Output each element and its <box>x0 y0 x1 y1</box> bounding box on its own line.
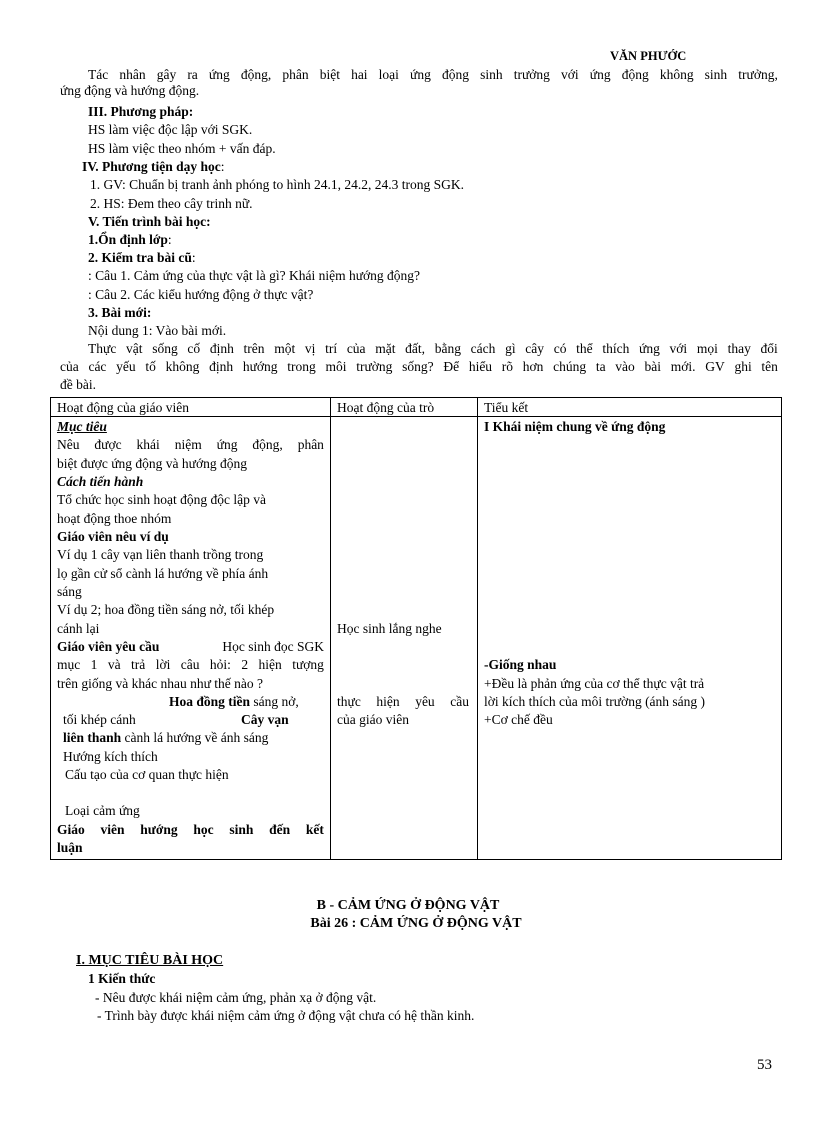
word: phân <box>282 67 309 82</box>
request-text-1: Học sinh đọc SGK <box>222 639 324 654</box>
content-1: Nội dung 1: Vào bài mới. <box>88 323 227 338</box>
word: Tác <box>88 67 109 82</box>
word: không <box>659 67 694 82</box>
means-item-2: 2. HS: Đem theo cây trinh nữ. <box>90 196 253 211</box>
method-label: Cách tiến hành <box>57 474 144 489</box>
word: 1 <box>90 657 98 672</box>
means-heading: IV. Phương tiện dạy học <box>82 159 221 174</box>
flower-label: Hoa đồng tiền <box>169 694 251 709</box>
word: GV <box>705 359 725 374</box>
word: yếu <box>116 359 136 374</box>
word: thực <box>337 694 361 709</box>
word: ứng <box>589 67 611 82</box>
word: tố <box>145 359 156 374</box>
plant-label-2: liên thanh <box>63 730 122 745</box>
word: động, <box>240 67 272 82</box>
request-line-3: trên giống và khác nhau như thế nào ? <box>57 676 264 691</box>
step2-line <box>88 250 196 266</box>
word: ứng <box>216 437 238 452</box>
word: trưởng <box>513 67 550 82</box>
knowledge-item-2: - Trình bày được khái niệm cảm ứng ở động vật chưa có hệ thần kinh. <box>97 1008 475 1023</box>
plant-line <box>63 730 268 746</box>
summary-heading: I Khái niệm chung về ứng động <box>484 419 666 434</box>
header-teacher <box>51 398 331 417</box>
word: vật <box>126 341 143 356</box>
step1-colon: : <box>167 232 172 247</box>
intro-text-1 <box>88 67 778 83</box>
word: 2 <box>241 657 249 672</box>
request-text-2 <box>57 657 324 673</box>
lesson-intro-line-3: đề bài. <box>60 377 96 392</box>
request-label: Giáo viên yêu cầu <box>57 639 160 654</box>
word: sinh <box>229 822 254 837</box>
header-student <box>331 398 478 417</box>
word: bằng <box>434 341 461 356</box>
word: sống? <box>402 359 434 374</box>
lesson-title: Bài 26 : CẢM ỨNG Ở ĐỘNG VẬT <box>310 916 522 931</box>
table-header-row <box>51 398 782 417</box>
method-line-1: Tổ chức học sinh hoạt động độc lập và <box>57 492 267 507</box>
word: động <box>441 67 469 82</box>
page-number: 53 <box>757 1057 772 1073</box>
objective-line-2: biệt được ứng động và hướng động <box>57 456 247 471</box>
student-listen: Học sinh lắng nghe <box>337 621 442 636</box>
lesson-intro-line-1 <box>88 341 778 357</box>
student-do-line-2: của giáo viên <box>337 712 409 727</box>
word: gì <box>505 341 516 356</box>
word: cố <box>187 341 201 356</box>
word: trong <box>287 359 316 374</box>
conclusion-text-1 <box>57 822 324 838</box>
word: lời <box>155 657 171 672</box>
word: trường <box>356 359 393 374</box>
word: Thực <box>88 341 117 356</box>
word: hỏi: <box>209 657 231 672</box>
word: hướng <box>140 822 178 837</box>
word: tên <box>761 359 778 374</box>
question-1: : Câu 1. Cảm ứng của thực vật là gì? Khái niệm hướng động? <box>88 268 421 283</box>
word: môi <box>325 359 347 374</box>
lesson-intro-line-2 <box>60 359 778 375</box>
means-colon: : <box>220 159 225 174</box>
objectives-heading: I. MỤC TIÊU BÀI HỌC <box>76 953 224 968</box>
means-item-1: 1. GV: Chuẩn bị tranh ảnh phóng to hình 24.1, 24.2, 24.3 trong SGK. <box>90 177 464 192</box>
process-heading: V. Tiến trình bài học: <box>88 214 211 229</box>
word: động, <box>252 437 283 452</box>
word: sinh <box>704 67 728 82</box>
conclusion-line-1 <box>57 822 324 838</box>
word: của <box>346 341 366 356</box>
word: niệm <box>174 437 202 452</box>
similar-line-3: +Cơ chế đều <box>484 712 553 727</box>
word: mới. <box>670 359 696 374</box>
word: hướng <box>242 359 278 374</box>
lesson-intro-text-1 <box>88 341 778 357</box>
word: các <box>88 359 107 374</box>
author-header: VĂN PHƯỚC <box>610 49 687 63</box>
word: đổi <box>760 341 778 356</box>
word: khái <box>136 437 160 452</box>
question-2: : Câu 2. Các kiểu hướng động ở thực vật? <box>88 287 314 302</box>
word: mọi <box>696 341 718 356</box>
flower-line-2: tối khép cánh <box>63 712 136 727</box>
word: kết <box>305 822 324 837</box>
objective-line-1 <box>57 437 324 453</box>
step2-label: 2. Kiểm tra bài cũ <box>88 250 192 265</box>
word: được <box>94 437 122 452</box>
word: ứng <box>208 67 230 82</box>
word: bài <box>644 359 662 374</box>
teacher-cell <box>51 417 331 860</box>
means-heading-line <box>82 159 225 175</box>
word: một <box>274 341 296 356</box>
header-teacher-text: Hoạt động của giáo viên <box>57 400 189 415</box>
word: hơn <box>522 359 544 374</box>
word: mặt <box>375 341 396 356</box>
word: rõ <box>501 359 514 374</box>
method-item-1: HS làm việc độc lập với SGK. <box>88 122 253 137</box>
knowledge-item-1: - Nêu được khái niệm cảm ứng, phản xạ ở động vật. <box>95 990 377 1005</box>
similar-line-1: +Đều là phản ứng của cơ thể thực vật trả <box>484 676 705 691</box>
method-heading: III. Phương pháp: <box>88 104 194 119</box>
knowledge-label: 1 Kiến thức <box>88 971 156 986</box>
student-do-text-1 <box>337 694 469 710</box>
word: hai <box>351 67 368 82</box>
word: trưởng, <box>738 67 778 82</box>
objective-text-1 <box>57 437 324 453</box>
word: thay <box>727 341 751 356</box>
word: trên <box>243 341 265 356</box>
row-organ: Cấu tạo của cơ quan thực hiện <box>65 767 229 782</box>
word: Giáo <box>57 822 85 837</box>
section-b-title: B - CẢM ỨNG Ở ĐỘNG VẬT <box>316 898 500 913</box>
word: hiểu <box>468 359 493 374</box>
word: thể <box>576 341 593 356</box>
word: đến <box>269 822 291 837</box>
word: không <box>165 359 200 374</box>
word: cầu <box>450 694 469 709</box>
word: Để <box>443 359 460 374</box>
word: với <box>561 67 579 82</box>
word: cây <box>525 341 545 356</box>
step1-label: 1.Ổn định lớp <box>88 232 168 247</box>
step2-colon: : <box>191 250 196 265</box>
word: thích <box>602 341 630 356</box>
word: học <box>193 822 214 837</box>
word: cách <box>470 341 496 356</box>
word: chúng <box>553 359 587 374</box>
step1-line <box>88 232 172 248</box>
word: ghi <box>734 359 752 374</box>
word: vào <box>615 359 635 374</box>
similar-label: -Giống nhau <box>484 657 557 672</box>
word: ra <box>187 67 198 82</box>
example2-line-1: Ví dụ 2; hoa đồng tiền sáng nở, tối khép <box>57 602 275 617</box>
flower-text: sáng nở, <box>253 694 299 709</box>
student-do-line-1 <box>337 694 469 710</box>
word: trí <box>325 341 338 356</box>
header-student-text: Hoạt động của trò <box>337 400 435 415</box>
word: Nêu <box>57 437 80 452</box>
word: định <box>209 341 234 356</box>
word: sống <box>152 341 178 356</box>
word: loại <box>378 67 399 82</box>
example1-line-3: sáng <box>57 584 82 599</box>
word: đất, <box>405 341 426 356</box>
intro-line-1 <box>88 67 778 83</box>
word: câu <box>180 657 200 672</box>
word: của <box>60 359 79 374</box>
lesson-table <box>50 397 782 860</box>
word: với <box>669 341 688 356</box>
word: ứng <box>639 341 660 356</box>
method-item-2: HS làm việc theo nhóm + vấn đáp. <box>88 141 276 156</box>
row-stimulus: Hướng kích thích <box>63 749 158 764</box>
flower-line-1 <box>169 694 299 710</box>
request-line-1 <box>57 639 324 655</box>
word: biệt <box>319 67 340 82</box>
header-summary <box>478 398 782 417</box>
row-type: Loại cảm ứng <box>65 803 140 818</box>
word: có <box>553 341 567 356</box>
conclusion-line-2: luận <box>57 840 83 855</box>
plant-label: Cây vạn <box>241 712 289 727</box>
example1-line-1: Ví dụ 1 cây vạn liên thanh trồng trong <box>57 547 264 562</box>
word: sinh <box>480 67 503 82</box>
plant-text: cành lá hướng về ánh sáng <box>124 730 269 745</box>
objective-label: Mục tiêu <box>57 419 107 434</box>
word: hiện <box>376 694 400 709</box>
word: mục <box>57 657 81 672</box>
word: yêu <box>415 694 435 709</box>
example2-line-2: cánh lại <box>57 621 100 636</box>
header-summary-text: Tiểu kết <box>484 400 529 415</box>
word: nhân <box>119 67 146 82</box>
word: phân <box>297 437 324 452</box>
example1-line-2: lọ gần cử sổ cành lá hướng về phía ánh <box>57 566 269 581</box>
word: ta <box>595 359 606 374</box>
summary-cell <box>478 417 782 860</box>
word: định <box>209 359 234 374</box>
word: ứng <box>410 67 431 82</box>
word: vị <box>304 341 316 356</box>
intro-line-2: ứng động và hướng động. <box>60 83 200 98</box>
word: viên <box>100 822 125 837</box>
word: động <box>621 67 649 82</box>
step3-label: 3. Bài mới: <box>88 305 152 320</box>
table-body-row <box>51 417 782 860</box>
example-label: Giáo viên nêu ví dụ <box>57 529 169 544</box>
word: trả <box>131 657 146 672</box>
student-cell <box>331 417 478 860</box>
lesson-intro-text-2 <box>60 359 778 375</box>
word: gây <box>156 67 177 82</box>
similar-line-2: lời kích thích của môi trường (ánh sáng ) <box>484 694 706 709</box>
word: tượng <box>292 657 324 672</box>
word: và <box>107 657 121 672</box>
request-line-2 <box>57 657 324 673</box>
word: hiện <box>258 657 282 672</box>
method-line-2: hoạt động thoe nhóm <box>57 511 172 526</box>
